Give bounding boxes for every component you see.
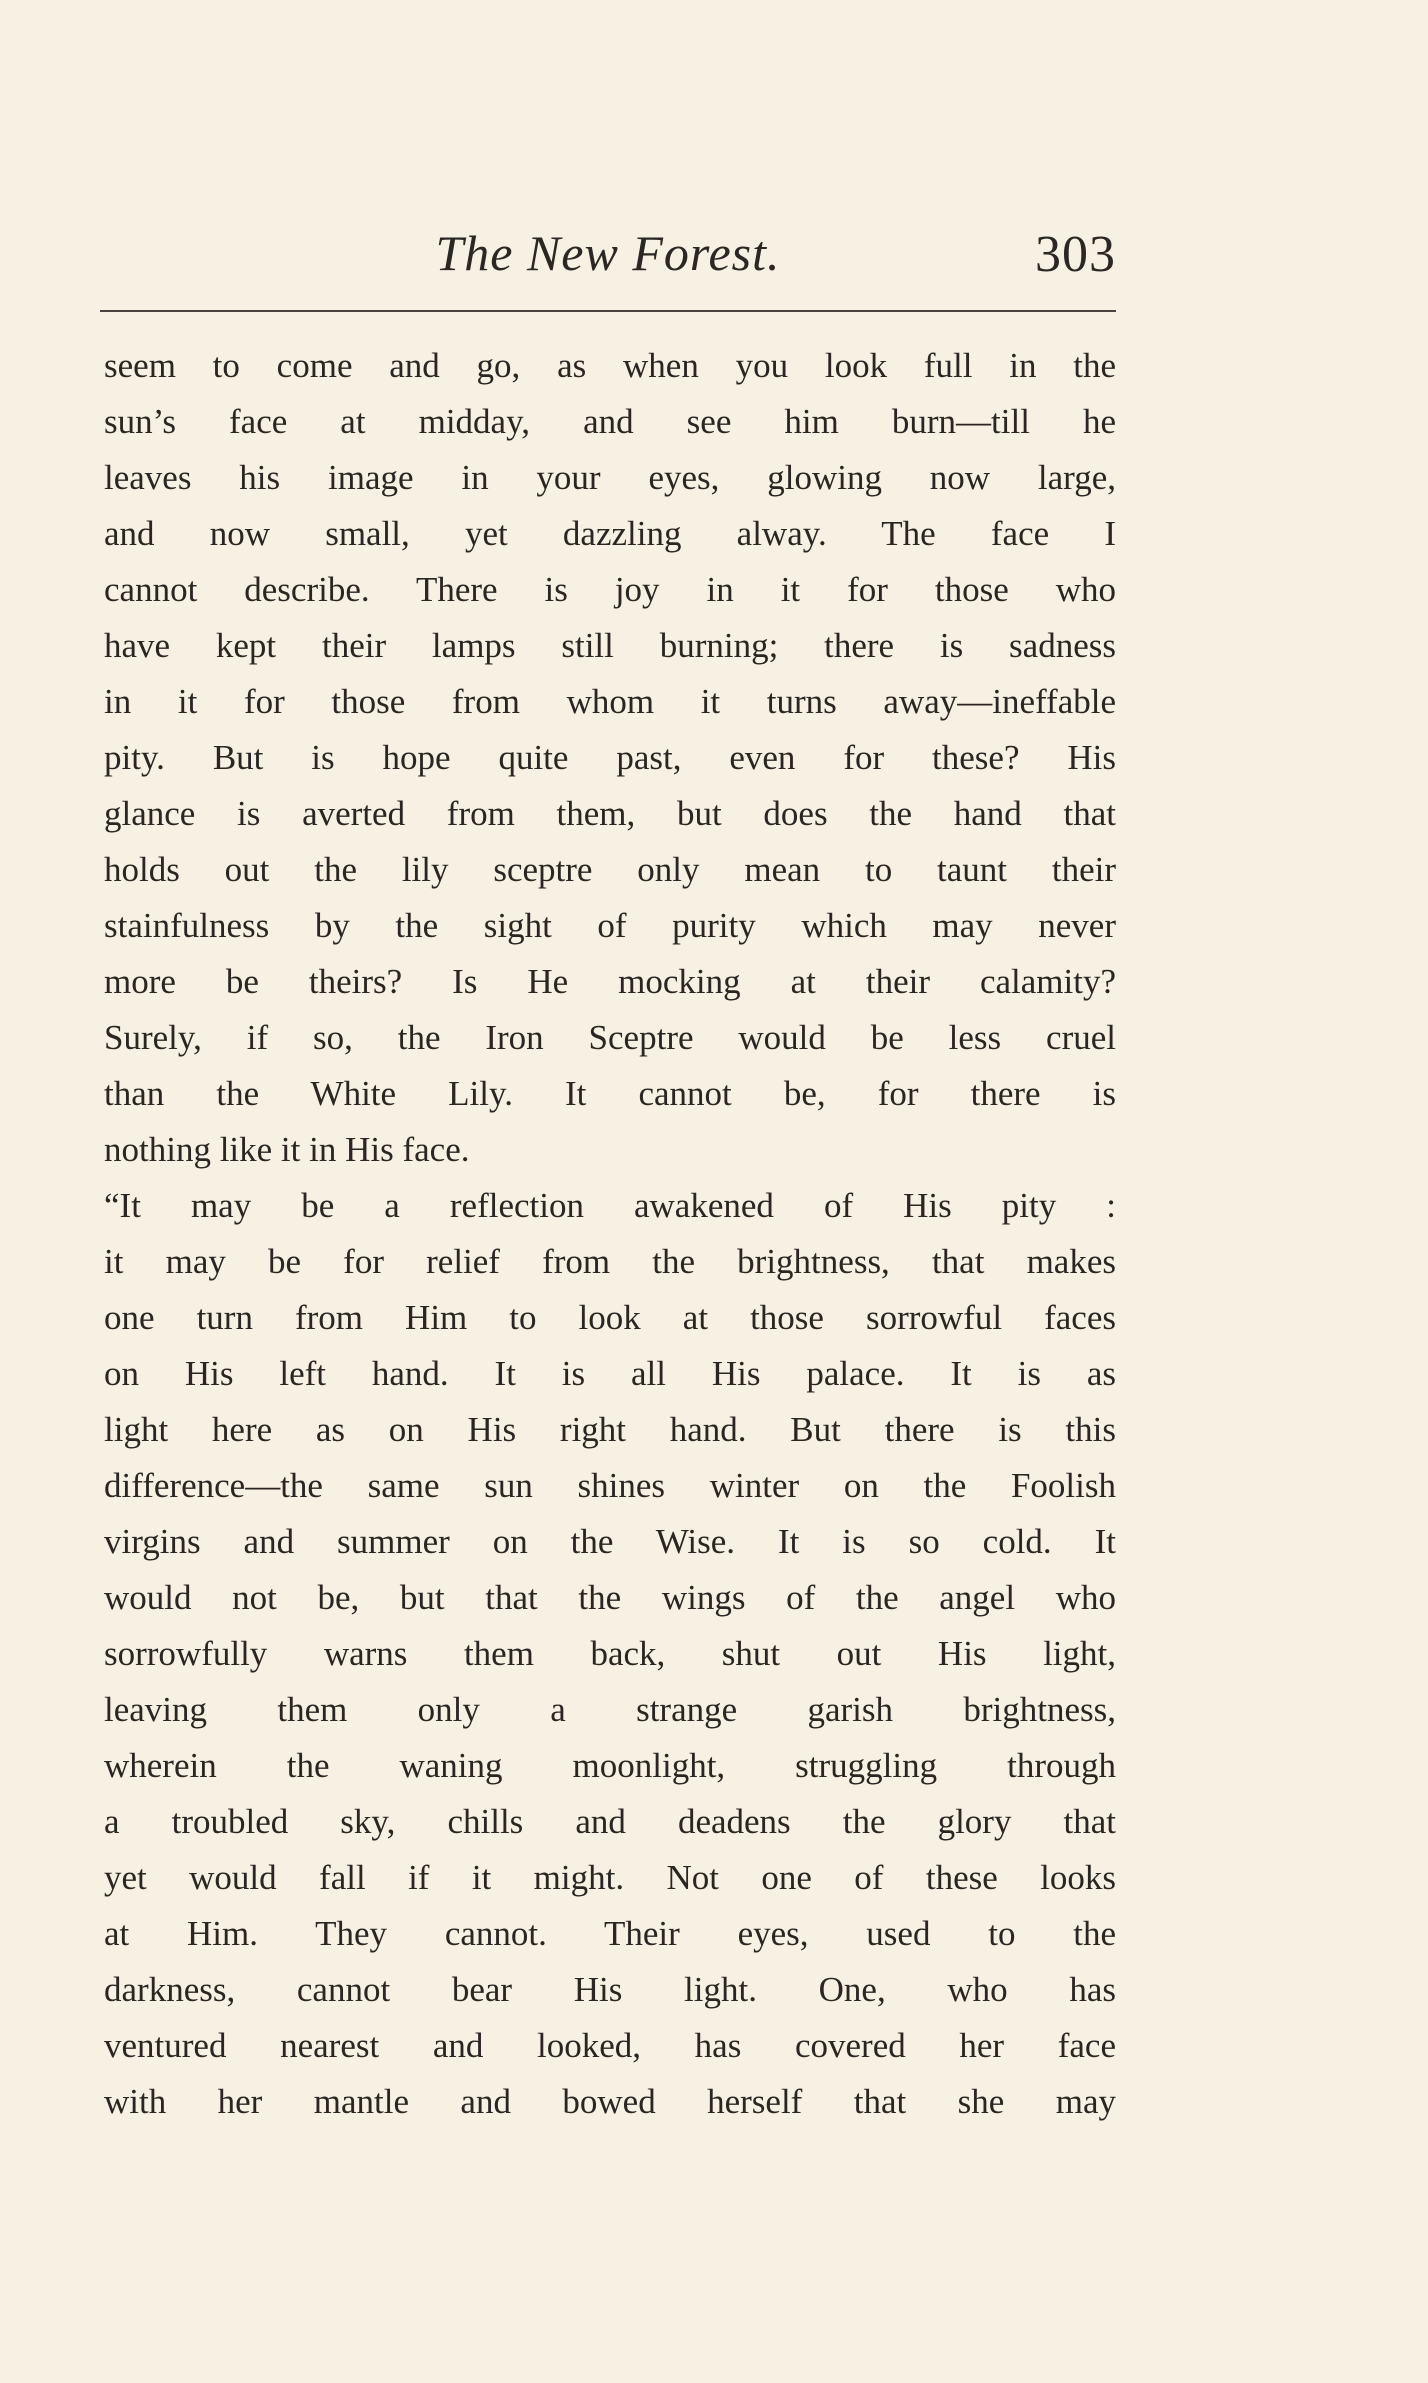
text-line: leaves his image in your eyes, glowing now large, [104,458,1116,497]
text-line: yet would fall if it might. Not one of these looks [104,1858,1116,1897]
text-line: with her mantle and bowed herself that she may [104,2082,1116,2121]
text-line: virgins and summer on the Wise. It is so cold. It [104,1522,1116,1561]
running-head [100,218,1116,288]
text-line: darkness, cannot bear His light. One, who has [104,1970,1116,2009]
text-line: light here as on His right hand. But there is this [104,1410,1116,1449]
text-line: leaving them only a strange garish brightness, [104,1690,1116,1729]
text-line: nothing like it in His face. [104,1130,470,1169]
text-line: have kept their lamps still burning; there is sadness [104,626,1116,665]
text-line: pity. But is hope quite past, even for these? His [104,738,1116,777]
text-line: stainfulness by the sight of purity which may never [104,906,1116,945]
text-line: glance is averted from them, but does the hand that [104,794,1116,833]
text-line: on His left hand. It is all His palace. It is as [104,1354,1116,1393]
text-line: holds out the lily sceptre only mean to taunt their [104,850,1116,889]
text-line: sorrowfully warns them back, shut out His light, [104,1634,1116,1673]
text-line: ventured nearest and looked, has covered her face [104,2026,1116,2065]
text-line: Surely, if so, the Iron Sceptre would be less cruel [104,1018,1116,1057]
text-line: sun’s face at midday, and see him burn—till he [104,402,1116,441]
header-rule [100,310,1116,312]
text-line: than the White Lily. It cannot be, for there is [104,1074,1116,1113]
text-line: difference—the same sun shines winter on the Foolish [104,1466,1116,1505]
text-line: seem to come and go, as when you look full in the [104,346,1116,385]
text-line: wherein the waning moonlight, struggling through [104,1746,1116,1785]
text-line: and now small, yet dazzling alway. The face I [104,514,1116,553]
text-line: it may be for relief from the brightness, that makes [104,1242,1116,1281]
text-line: in it for those from whom it turns away—ineffable [104,682,1116,721]
text-line: one turn from Him to look at those sorrowful faces [104,1298,1116,1337]
text-line: “It may be a reflection awakened of His pity : [104,1186,1116,1225]
body-text [104,338,1116,2130]
text-line: cannot describe. There is joy in it for those who [104,570,1116,609]
text-line: more be theirs? Is He mocking at their calamity? [104,962,1116,1001]
text-line: would not be, but that the wings of the angel who [104,1578,1116,1617]
text-line: at Him. They cannot. Their eyes, used to the [104,1914,1116,1953]
running-title: The New Forest. [435,225,781,281]
page-number: 303 [1035,226,1116,283]
text-line: a troubled sky, chills and deadens the glory that [104,1802,1116,1841]
